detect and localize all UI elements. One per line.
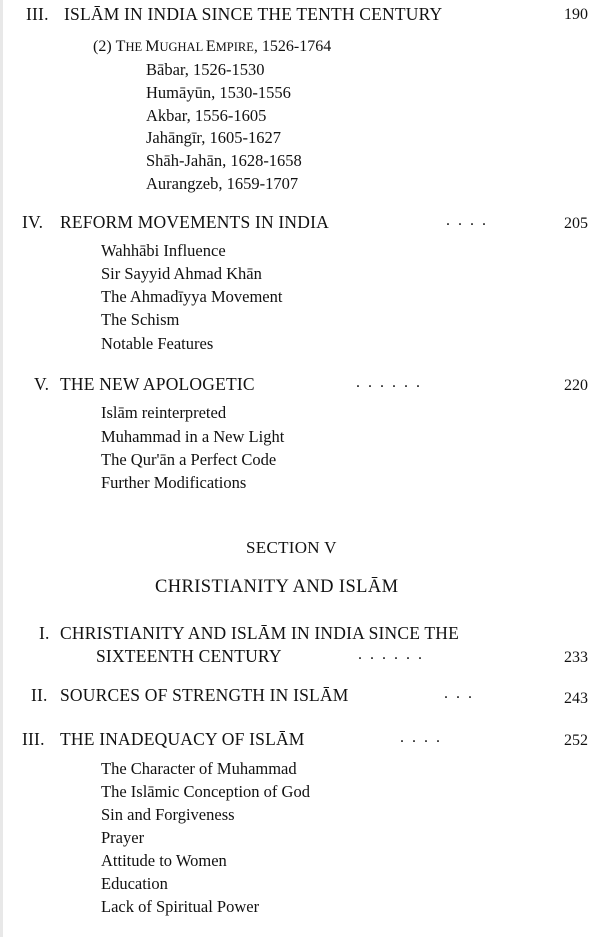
topic-entry: Sin and Forgiveness <box>101 805 235 824</box>
section-title: CHRISTIANITY AND ISLĀM <box>155 577 399 597</box>
subsection-heading <box>93 38 331 56</box>
page-number: 205 <box>564 215 588 232</box>
section-number: SECTION V <box>246 538 337 557</box>
subsection-number: (2) <box>93 38 112 55</box>
ruler-entry: Aurangzeb, 1659-1707 <box>146 174 299 193</box>
page-edge-shadow <box>0 0 3 937</box>
ruler-entry: Jahāngīr, 1605-1627 <box>146 128 281 147</box>
page-number: 190 <box>564 6 588 23</box>
topic-entry: Islām reinterpreted <box>101 403 227 422</box>
topic-entry: Sir Sayyid Ahmad Khān <box>101 264 262 283</box>
chapter-numeral: IV. <box>22 212 44 232</box>
subsection-title-cap: T <box>115 38 126 55</box>
chapter-title: THE INADEQUACY OF ISLĀM <box>60 729 305 749</box>
page-number: 243 <box>564 690 588 707</box>
topic-entry: Prayer <box>101 828 145 847</box>
page-number: 252 <box>564 732 588 749</box>
topic-entry: The Ahmadīyya Movement <box>101 287 283 306</box>
topic-entry: Wahhābi Influence <box>101 241 226 260</box>
subsection-title-cap: M <box>145 38 160 55</box>
chapter-numeral: III. <box>26 4 49 24</box>
topic-entry: The Character of Muhammad <box>101 759 297 778</box>
dot-leader: . . . . <box>446 212 488 229</box>
topic-entry: Lack of Spiritual Power <box>101 897 260 916</box>
topic-entry: Muhammad in a New Light <box>101 427 285 446</box>
ruler-entry: Shāh-Jahān, 1628-1658 <box>146 151 302 170</box>
ruler-entry: Akbar, 1556-1605 <box>146 106 267 125</box>
chapter-title: REFORM MOVEMENTS IN INDIA <box>60 212 329 232</box>
dot-leader: . . . . . . <box>358 646 424 663</box>
topic-entry: The Islāmic Conception of God <box>101 782 310 801</box>
subsection-title-small: HE <box>125 40 146 54</box>
chapter-numeral: V. <box>34 374 50 394</box>
subsection-dates: , 1526-1764 <box>253 38 332 55</box>
chapter-numeral: III. <box>22 729 45 749</box>
topic-entry: The Qur'ān a Perfect Code <box>101 450 277 469</box>
subsection-title-small: UGHAL <box>159 40 206 54</box>
chapter-title: ISLĀM IN INDIA SINCE THE TENTH CENTURY <box>64 4 443 24</box>
dot-leader: . . . . <box>400 729 442 746</box>
topic-entry: Notable Features <box>101 334 214 353</box>
topic-entry: The Schism <box>101 310 180 329</box>
page-number: 233 <box>564 649 588 666</box>
chapter-title-line1: CHRISTIANITY AND ISLĀM IN INDIA SINCE THE <box>60 623 460 643</box>
ruler-entry: Humāyūn, 1530-1556 <box>146 83 291 102</box>
dot-leader: . . . . . . <box>356 374 422 391</box>
chapter-title: SOURCES OF STRENGTH IN ISLĀM <box>60 685 349 705</box>
subsection-title-small: MPIRE <box>215 40 254 54</box>
chapter-numeral: II. <box>31 685 48 705</box>
chapter-numeral: I. <box>39 623 50 643</box>
subsection-title-cap: E <box>205 38 216 55</box>
chapter-title: THE NEW APOLOGETIC <box>60 374 255 394</box>
ruler-entry: Bābar, 1526-1530 <box>146 60 265 79</box>
topic-entry: Education <box>101 874 168 893</box>
topic-entry: Further Modifications <box>101 473 247 492</box>
chapter-title-line2: SIXTEENTH CENTURY <box>96 646 282 666</box>
topic-entry: Attitude to Women <box>101 851 227 870</box>
page-number: 220 <box>564 377 588 394</box>
dot-leader: . . . <box>444 685 474 702</box>
